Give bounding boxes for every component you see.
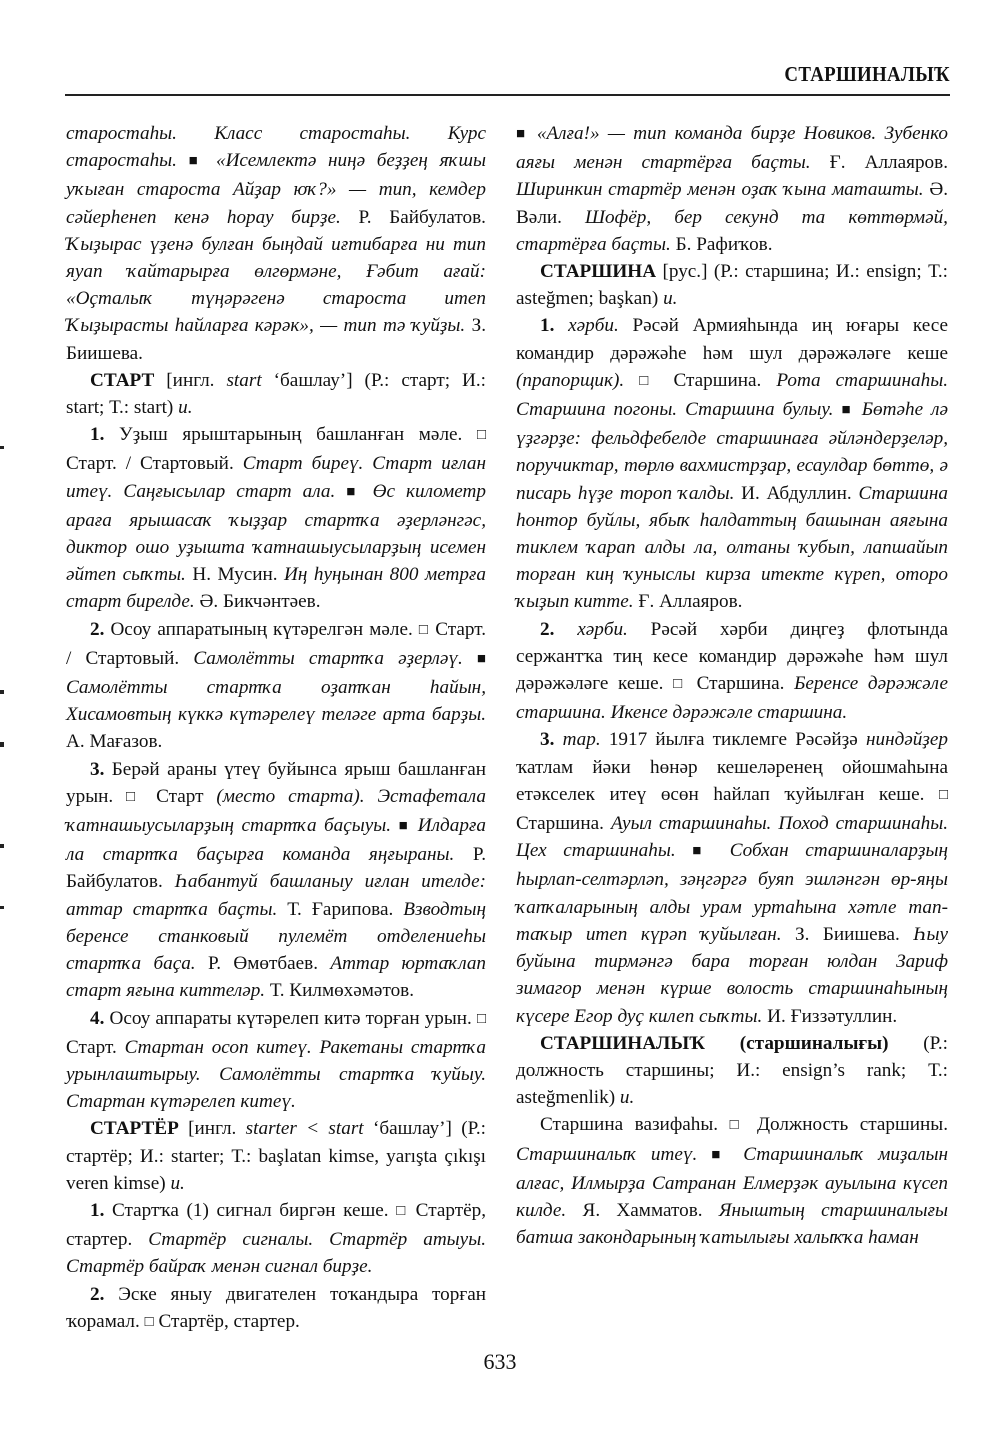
dictionary-entry [66, 367, 486, 421]
text-run: Берәй араны үтеү буйынса ярыш башланған урын. [66, 758, 486, 807]
text-run: Б. Рафиҡов. [675, 233, 773, 255]
black-square-icon: ■ [346, 483, 362, 500]
text-run: З. Биишева. [795, 923, 914, 945]
sense-number: 2. [90, 1283, 105, 1305]
example-text: (прапорщик). [516, 369, 640, 391]
text-run: А. Мағазов. [66, 731, 163, 753]
text-run: Р. Өмөтбаев. [207, 953, 331, 975]
white-square-icon: □ [938, 786, 948, 803]
text-run: Н. Мусин. [192, 564, 285, 586]
example-text: Ширинкин стартёр менән оҙаҡ ҡына маташты. [516, 179, 930, 201]
example-text: хәрби. [554, 315, 633, 337]
text-run: [ингл. [154, 369, 227, 391]
text-run: Ә. Бикчәнтәев. [199, 591, 321, 613]
entry-sense [516, 726, 948, 1029]
dictionary-entry [516, 258, 948, 312]
sense-number: 1. [540, 315, 555, 337]
sense-number: 2. [540, 618, 555, 640]
text-run: Стартёр, стартер. [153, 1310, 300, 1332]
example-text: Старт биреү. Старт иғлан итеү. Саңғысылар старт ала. [66, 453, 486, 502]
example-text: и. [619, 1087, 635, 1109]
sense-number: 1. [90, 1199, 105, 1221]
example-text: Яныштың старшиналығы батша закондарының ҡатылығы халыҡҡа һаман [516, 1199, 948, 1249]
text-run: Старшина вазифаһы. [540, 1114, 730, 1136]
text-run: Ғ. Аллаяров. [638, 591, 743, 613]
example-text: Стартёр сигналы. Стартёр атыуы. Стартёр байраҡ менән сигнал бирҙе. [66, 1229, 486, 1278]
example-text: Стартан осоп китеү. Ракетаны стартҡа урынлаштырыу. Самолётты стартҡа ҡуйыу. Стартан күтәрелеп китеү. [66, 1036, 486, 1113]
right-column [516, 120, 948, 1251]
text-run: Ә. Вәли. [516, 179, 948, 228]
example-text: «Алға!» — тип команда бирҙе Новиков. Зубенко аяғы менән стартёрға баҫты. [516, 123, 948, 174]
dictionary-entry [516, 1030, 948, 1112]
example-text: Ауыл старшинаһы. Поход старшинаһы. Цех старшинаһы. [516, 813, 948, 862]
example-text: старостаһы. Класс старостаһы. Курс старостаһы. [66, 123, 486, 172]
running-head: СТАРШИНАЛЫҠ [784, 62, 950, 86]
example-text: start [226, 369, 262, 391]
example-text: хәрби. [554, 618, 651, 640]
example-text: Рота старшинаһы. Старшина погоны. Старшина булыу. [516, 369, 948, 421]
scan-edge-mark [0, 844, 4, 848]
black-square-icon: ■ [188, 153, 205, 170]
example-text: Старшина һонтор буйлы, ябыҡ һалдаттың башынан аяғына тиклем ҡарап алды ла, олтаны ҡубып, лапшайып торған киң ҡуныслы кирза итекте күреп, оторо ҡыҙып китте. [516, 482, 948, 613]
left-column [66, 120, 486, 1337]
text-run: ‘башлау’] (Р.: стартёр; И.: starter; Т.: başlatan kimse, yarışta çıkışı veren kimse) [66, 1118, 486, 1194]
text-run: Старт. / Стартовый. [66, 453, 243, 475]
example-text: (место старта). Эстафетала ҡатнашыусыларҙың стартҡа баҫыуы. [66, 785, 486, 837]
white-square-icon: □ [144, 1313, 154, 1330]
text-run: 1917 йылға тиклемге Рәсәйҙә [608, 729, 866, 751]
example-text: Самолётты стартҡа әҙерләү. [193, 647, 477, 669]
sense-number: 1. [90, 424, 105, 446]
example-text: и. [178, 397, 193, 419]
example-text: Ҡыҙырас үҙенә булған быңдай иғтибарға ни тип яуап ҡайтарырға өлгөрмәне, Ғәбит ағай: «Оҫталыҡ түңәрәгенә староста итеп Ҡыҙырасты һайларға кәрәк», — тип тә ҡуйҙы. [66, 233, 486, 337]
example-text: Илдарға ла стартҡа баҫырға команда яңғыраны. [66, 815, 486, 866]
example-text: и. [663, 288, 678, 310]
scan-edge-mark [0, 742, 4, 747]
example-text: Һыу буйына тирмәнгә бара торған юлдан Зариф зимагор менән күрше волость старшинаһының күсере Егор дуҫ килеп сыҡты. [516, 923, 948, 1027]
text-run: Старшина. [516, 813, 611, 835]
continued-paragraph [516, 120, 948, 258]
text-run: И. Ғиззәтуллин. [767, 1005, 898, 1027]
sense-number: 3. [540, 729, 555, 751]
black-square-icon: ■ [692, 843, 714, 860]
example-text: starter < start [245, 1118, 364, 1140]
text-run: Р. Байбулатов. [66, 844, 486, 893]
dictionary-entry [66, 1115, 486, 1197]
example-text: Иң һуңынан 800 метрға старт бирелде. [66, 564, 486, 613]
black-square-icon: ■ [398, 818, 411, 835]
entry-sense [66, 1005, 486, 1116]
example-text: ниндәйҙер [865, 729, 948, 751]
text-run: Т. Ғарипова. [287, 898, 404, 920]
example-text: Бөтәһе лә үҙгәрҙе: фельдфебелде старшинаға әйләндерҙеләр, поручиктар, төрлө вахмистрҙар, есаулдар бөттө, ә писарь һүҙе тороп ҡалды. [516, 399, 949, 504]
example-text: Өс километр араға ярышасаҡ ҡыҙҙар стартҡа әҙерләнгәс, диктор ошо уҙышта ҡатнашыусыларҙың исемен әйтеп сыҡты. [66, 480, 486, 586]
entry-sense [66, 1197, 486, 1281]
page-number: 633 [483, 1349, 517, 1374]
headword: СТАРШИНАЛЫҠ (старшиналығы) [540, 1032, 889, 1054]
scan-edge-mark [0, 690, 4, 694]
text-run: (Р.: должность старшины; И.: ensign’s rank; Т.: asteğmenlik) [516, 1032, 948, 1109]
sense-number: 3. [90, 758, 105, 780]
headword: СТАРШИНА [540, 261, 657, 283]
example-text: Һабантуй башланыу иғлан ителде: аттар стартҡа баҫты. [66, 871, 487, 920]
text-run: ҡатлам йәки һөнәр кешеләренең ойошмаһына етәкселек итеү өсөн һайлап ҡуйылған кеше. [516, 756, 948, 805]
text-run: Осоу аппараты күтәрелеп китә торған урын. [104, 1007, 477, 1029]
text-run: Старт [143, 785, 217, 807]
white-square-icon: □ [396, 1202, 409, 1219]
scan-edge-mark [0, 906, 4, 909]
white-square-icon: □ [418, 621, 430, 638]
white-square-icon: □ [126, 788, 144, 805]
entry-sense [66, 756, 486, 1005]
text-run: Старшина. [686, 673, 795, 695]
example-text: Самолётты стартҡа оҙатҡан һайын, Хисамовтың күккә күтәрелеү теләге арта барҙы. [66, 677, 486, 726]
white-square-icon: □ [729, 1117, 746, 1134]
text-run: Ғ. Аллаяров. [829, 152, 948, 174]
example-text: Собхан старшиналарҙың һырлап-селтәрләп, зәңгәргә буяп эшләнгән өр-яңы ҡапҡаларының алды урам уртаһына хәтле тап-таҡыр итеп күрәп ҡуйылған. [516, 840, 949, 945]
example-text: «Исемлектә ниңә беҙҙең яҡшы уҡыған староста Айҙар юҡ?» — тип, кемдер сәйерһенеп кенә һорау бирҙе. [66, 150, 486, 228]
text-run: Эске яныу двигателен тоҡандыра торған ҡорамал. [66, 1283, 486, 1332]
text-run: Старт. [66, 1036, 125, 1058]
text-run: Р. Байбулатов. [358, 206, 486, 228]
headword: СТАРТ [90, 369, 155, 391]
black-square-icon: ■ [476, 650, 486, 667]
sense-number: 4. [90, 1007, 105, 1029]
sense-number: 2. [90, 618, 105, 640]
continued-paragraph [66, 120, 486, 367]
entry-sense [66, 616, 486, 756]
white-square-icon: □ [476, 427, 486, 444]
headword: СТАРТЁР [90, 1118, 179, 1140]
black-square-icon: ■ [841, 402, 854, 419]
white-square-icon: □ [476, 1010, 486, 1027]
white-square-icon: □ [673, 676, 687, 693]
text-run: [ингл. [178, 1118, 246, 1140]
text-run: Стартҡа (1) сигнал биргән кеше. [104, 1199, 397, 1221]
entry-sense [516, 1111, 948, 1251]
entry-sense [516, 312, 948, 615]
white-square-icon: □ [639, 372, 659, 389]
header-rule [65, 94, 950, 96]
text-run: Старшина. [658, 369, 777, 391]
text-run: [рус.] (Р.: старшина; И.: ensign; Т.: asteğmen; başkan) [516, 261, 948, 310]
scan-edge-mark [0, 446, 4, 449]
entry-sense [66, 1281, 486, 1337]
text-run: Стартёр, стартер. [66, 1199, 486, 1251]
entry-sense [516, 616, 948, 727]
text-run: Я. Хамматов. [582, 1199, 719, 1221]
text-run: Рәсәй хәрби диңгеҙ флотында сержантҡа тиң кесе командир дәрәжәһе һәм шул дәрәжәләге кеше. [516, 618, 949, 695]
text-run: З. Биишева. [66, 315, 486, 364]
black-square-icon: ■ [516, 126, 529, 142]
entry-sense [66, 421, 486, 615]
example-text: Старшиналыҡ итеү. [516, 1143, 712, 1165]
example-text: тар. [554, 729, 609, 751]
example-text: Взводтың беренсе станковый пулемёт отделениеһы стартҡа баҫа. [66, 898, 486, 975]
black-square-icon: ■ [711, 1146, 730, 1163]
text-run: Осоу аппаратының күтәрелгән мәле. [104, 618, 419, 640]
example-text: Старшиналыҡ миҙалын алғас, Илмырҙа Сатранан Елмерҙәк ауылына күсеп килде. [516, 1143, 948, 1221]
text-run: ‘башлау’] (Р.: старт; И.: start; Т.: start) [66, 369, 486, 419]
text-run: Т. Килмөхәмәтов. [269, 980, 415, 1002]
example-text: Аттар юртаҡлап старт яғына киттеләр. [66, 953, 487, 1002]
example-text: и. [170, 1172, 185, 1194]
example-text: Беренсе дәрәжәле старшина. Икенсе дәрәжәле старшина. [516, 673, 948, 724]
text-run: И. Абдуллин. [741, 482, 859, 504]
example-text: Шофёр, бер секунд та көттөрмәй, стартёрға баҫты. [516, 206, 948, 255]
text-run: Должность старшины. [745, 1114, 948, 1136]
text-run: Уҙыш ярыштарының башланған мәле. [104, 424, 477, 446]
text-run: Старт. / Стартовый. [66, 618, 487, 669]
text-run: Рәсәй Армияһында иң юғары кесе командир дәрәжәһе һәм шул дәрәжәләге кеше [516, 315, 948, 364]
